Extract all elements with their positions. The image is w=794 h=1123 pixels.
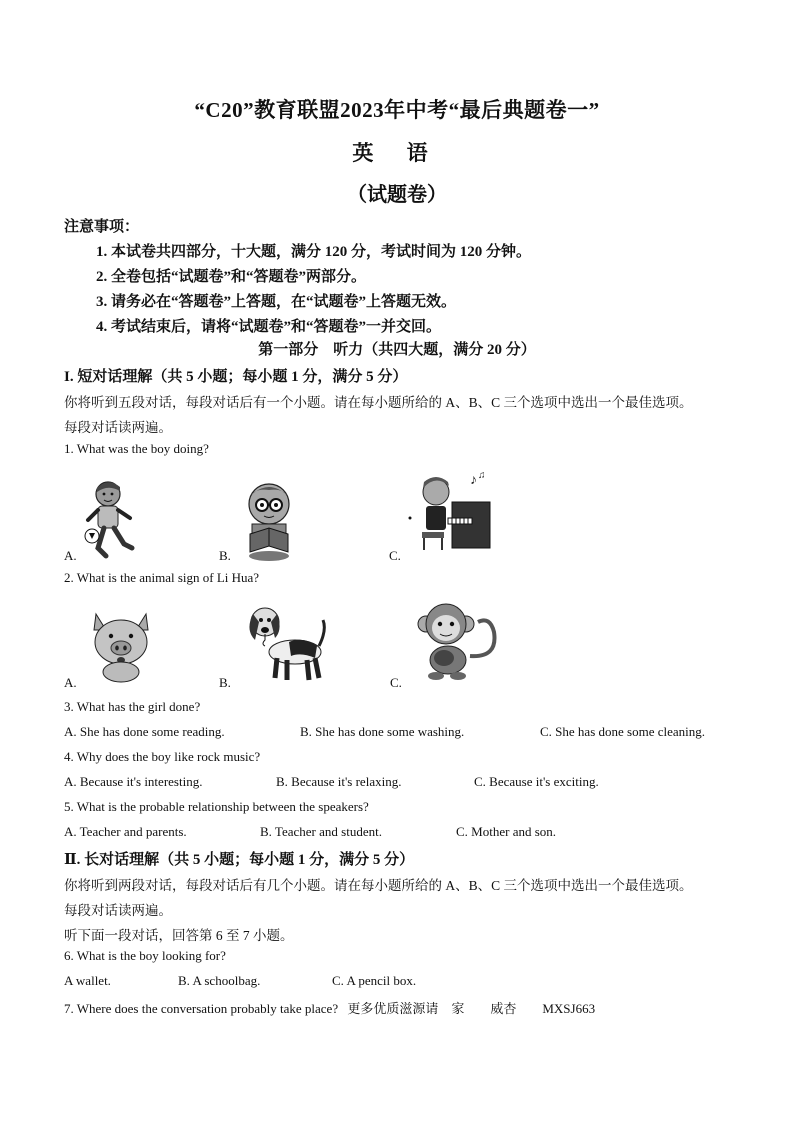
option-a: A. Because it's interesting. — [64, 774, 203, 789]
option-label: C. — [389, 548, 401, 563]
option-b: B. A schoolbag. — [178, 973, 261, 988]
option-a: A. Teacher and parents. — [64, 824, 187, 839]
svg-text:♫: ♫ — [478, 470, 486, 481]
section2-heading: Ⅱ. 长对话理解（共 5 小题；每小题 1 分，满分 5 分） — [64, 852, 415, 868]
option-label: B. — [219, 548, 231, 563]
option-b: B. Because it's relaxing. — [276, 774, 402, 789]
paper-type: （试题卷） — [347, 184, 447, 206]
option-label: A. — [64, 548, 77, 563]
question-4: 4. Why does the boy like rock music? — [64, 749, 261, 764]
option-b: B. Teacher and student. — [260, 824, 382, 839]
notice-rule: 2. 全卷包括“试题卷”和“答题卷”两部分。 — [96, 269, 367, 285]
question-3: 3. What has the girl done? — [64, 699, 201, 714]
notice-rule: 3. 请务必在“答题卷”上答题，在“试题卷”上答题无效。 — [96, 294, 457, 310]
question-5: 5. What is the probable relationship between the speakers? — [64, 799, 369, 814]
boy-reading-book-icon — [238, 478, 300, 562]
option-label: C. — [390, 675, 402, 690]
option-b: B. She has done some washing. — [300, 724, 465, 739]
section1-instruction: 每段对话读两遍。 — [64, 420, 172, 435]
option-c: C. Because it's exciting. — [474, 774, 599, 789]
question-1: 1. What was the boy doing? — [64, 441, 209, 456]
option-c: C. A pencil box. — [332, 973, 417, 988]
question-6: 6. What is the boy looking for? — [64, 948, 226, 963]
option-label: A. — [64, 675, 77, 690]
subject-title: 英 语 — [352, 141, 442, 165]
section1-instruction: 你将听到五段对话，每段对话后有一个小题。请在每小题所给的 A、B、C 三个选项中选出一个最佳选项。 — [64, 395, 693, 410]
question-7-text: 7. Where does the conversation probably take place? — [64, 1001, 339, 1016]
svg-text:♪: ♪ — [470, 473, 477, 488]
section2-instruction: 每段对话读两遍。 — [64, 903, 172, 918]
option-a: A. She has done some reading. — [64, 724, 225, 739]
notice-heading: 注意事项： — [64, 219, 140, 235]
section1-heading: I. 短对话理解（共 5 小题；每小题 1 分，满分 5 分） — [64, 369, 408, 385]
option-c: C. She has done some cleaning. — [540, 724, 705, 739]
boy-playing-piano-icon — [408, 468, 496, 560]
watermark-text: 更多优质滋源请 家 威杏 MXSJ663 — [347, 1001, 596, 1016]
option-label: B. — [219, 675, 231, 690]
notice-rule: 1. 本试卷共四部分，十大题，满分 120 分，考试时间为 120 分钟。 — [96, 244, 532, 260]
exam-title: “C20”教育联盟2023年中考“最后典题卷一” — [194, 98, 600, 122]
option-c: C. Mother and son. — [456, 824, 557, 839]
dog-icon — [243, 600, 329, 684]
question-7 — [64, 998, 595, 1017]
pig-icon — [86, 604, 156, 686]
question-2: 2. What is the animal sign of Li Hua? — [64, 570, 260, 585]
boy-playing-football-icon — [80, 478, 140, 562]
section2-instruction: 你将听到两段对话，每段对话后有几个小题。请在每小题所给的 A、B、C 三个选项中选出一个最佳选项。 — [64, 878, 693, 893]
monkey-icon — [414, 598, 502, 682]
option-a: A wallet. — [64, 973, 111, 988]
notice-rule: 4. 考试结束后，请将“试题卷”和“答题卷”一并交回。 — [96, 319, 442, 335]
section2-instruction: 听下面一段对话，回答第 6 至 7 小题。 — [64, 928, 294, 943]
part1-heading: 第一部分 听力（共四大题，满分 20 分） — [258, 342, 536, 358]
